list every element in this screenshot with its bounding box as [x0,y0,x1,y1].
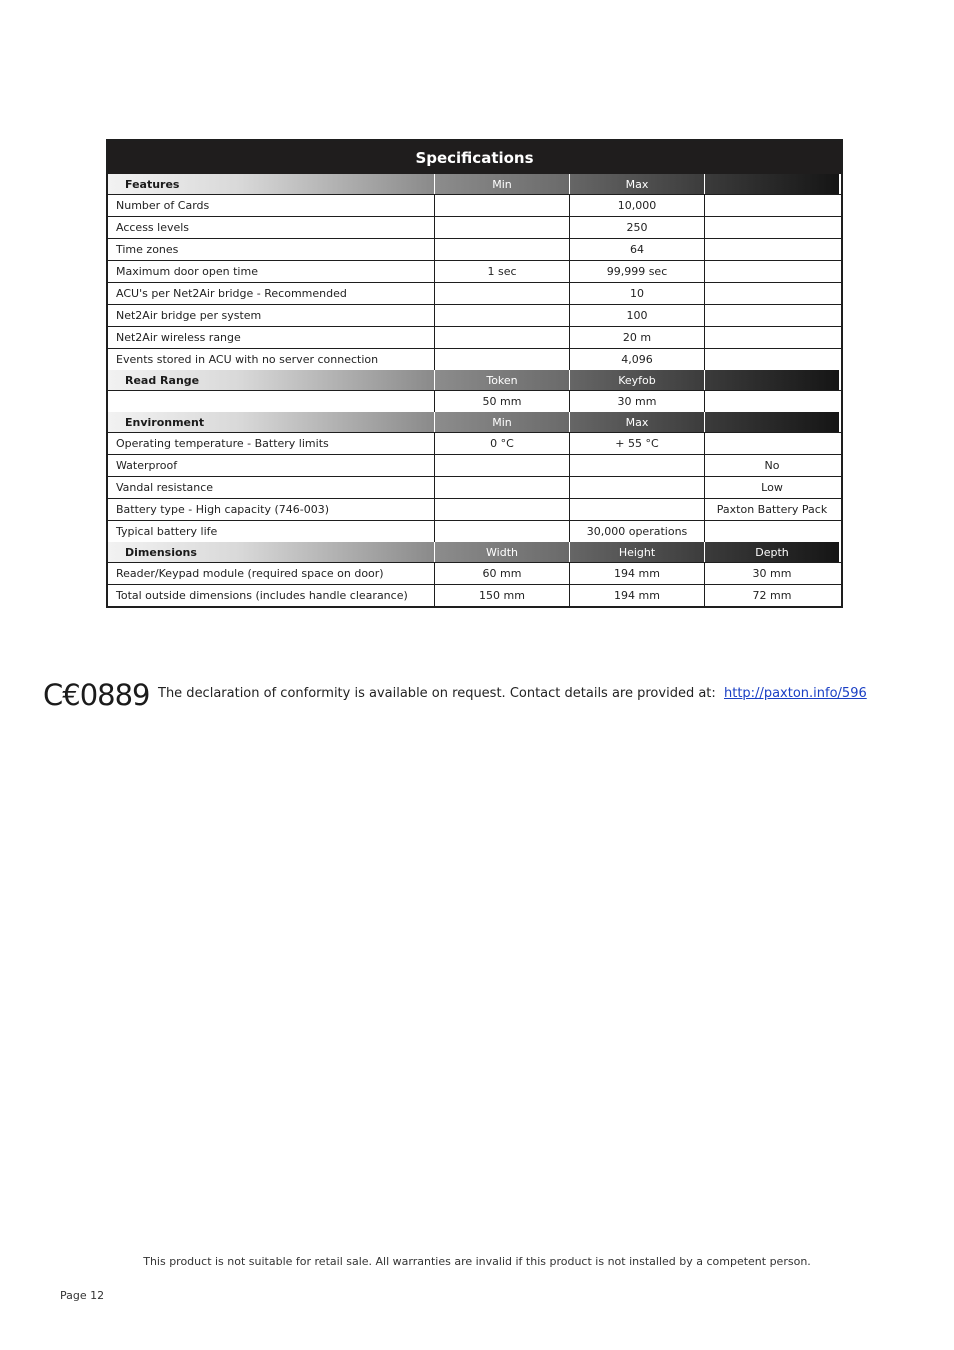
feature-label-cell: Net2Air bridge per system [116,309,262,322]
section-title-cell: Features [108,174,434,194]
section-header-row [108,370,841,390]
value-cell: 30,000 operations [569,521,704,542]
value-cell: 20 m [569,327,704,348]
feature-label-cell: Operating temperature - Battery limits [116,437,329,450]
feature-label-cell: Access levels [116,221,190,234]
feature-label-cell: Battery type - High capacity (746-003) [116,503,330,516]
value-cell [434,239,569,260]
table-row [108,432,841,454]
value-cell: Width [434,542,569,562]
feature-label-cell: Maximum door open time [116,265,258,278]
value-cell [704,195,839,216]
feature-label-cell: Waterproof [116,459,178,472]
conformity-text: The declaration of conformity is available on request. Contact details are provided at: [158,686,716,701]
value-cell: 50 mm [434,391,569,412]
value-cell [434,499,569,520]
disclaimer-text: This product is not suitable for retail sale. All warranties are invalid if this product is not installed by a competent person. [143,1255,811,1268]
value-cell [704,412,839,432]
feature-label-cell: Typical battery life [116,525,218,538]
value-cell: 250 [569,217,704,238]
section-header-row [108,412,841,432]
value-cell: No [704,455,839,476]
value-cell [434,521,569,542]
value-cell [704,433,839,454]
value-cell: + 55 °C [569,433,704,454]
specifications-body [108,174,841,606]
ce-mark-logo: C€0889 [43,678,150,712]
section-title-cell: Read Range [108,370,434,390]
value-cell [569,499,704,520]
value-cell [434,327,569,348]
table-row [108,584,841,606]
value-cell [704,349,839,370]
page-number: Page 12 [60,1289,105,1302]
table-row [108,216,841,238]
value-cell [704,174,839,194]
value-cell: 99,999 sec [569,261,704,282]
value-cell: Min [434,412,569,432]
value-cell: Depth [704,542,839,562]
value-cell [704,283,839,304]
value-cell: 194 mm [569,585,704,606]
table-row [108,520,841,542]
value-cell: 0 °C [434,433,569,454]
value-cell: 72 mm [704,585,839,606]
value-cell: 30 mm [704,563,839,584]
value-cell: 1 sec [434,261,569,282]
table-row [108,390,841,412]
value-cell [434,455,569,476]
value-cell: 100 [569,305,704,326]
table-row [108,498,841,520]
section-header-row [108,542,841,562]
table-row [108,348,841,370]
value-cell [704,327,839,348]
feature-label-cell: Time zones [116,243,179,256]
section-header-row [108,174,841,194]
value-cell: Min [434,174,569,194]
value-cell: Paxton Battery Pack [704,499,839,520]
feature-label-cell: Number of Cards [116,199,210,212]
specifications-title: Specifications [108,141,841,174]
feature-label-cell: Total outside dimensions (includes handle clearance) [116,589,408,602]
value-cell: 150 mm [434,585,569,606]
value-cell [434,477,569,498]
table-row [108,326,841,348]
section-title-cell: Dimensions [108,542,434,562]
value-cell: 30 mm [569,391,704,412]
value-cell [434,349,569,370]
table-row [108,282,841,304]
value-cell [704,391,839,412]
feature-label-cell: Net2Air wireless range [116,331,241,344]
value-cell [434,305,569,326]
value-cell [704,521,839,542]
value-cell [704,217,839,238]
value-cell [704,370,839,390]
specifications-table [106,139,843,608]
value-cell [434,283,569,304]
feature-label-cell: ACU's per Net2Air bridge - Recommended [116,287,347,300]
value-cell [434,217,569,238]
table-row [108,476,841,498]
value-cell: Token [434,370,569,390]
value-cell: Keyfob [569,370,704,390]
table-row [108,454,841,476]
value-cell: Low [704,477,839,498]
value-cell [569,477,704,498]
conformity-link[interactable]: http://paxton.info/596 [724,686,867,701]
table-row [108,304,841,326]
table-row [108,562,841,584]
value-cell: Max [569,174,704,194]
value-cell: 60 mm [434,563,569,584]
feature-label-cell: Events stored in ACU with no server connection [116,353,379,366]
value-cell [569,455,704,476]
table-row [108,260,841,282]
feature-label-cell [108,391,434,412]
value-cell: 194 mm [569,563,704,584]
value-cell [704,239,839,260]
feature-label-cell: Vandal resistance [116,481,214,494]
value-cell: Max [569,412,704,432]
value-cell [704,261,839,282]
value-cell [704,305,839,326]
value-cell [434,195,569,216]
value-cell: Height [569,542,704,562]
table-row [108,238,841,260]
table-row [108,194,841,216]
value-cell: 64 [569,239,704,260]
value-cell: 4,096 [569,349,704,370]
value-cell: 10 [569,283,704,304]
value-cell: 10,000 [569,195,704,216]
feature-label-cell: Reader/Keypad module (required space on door) [116,567,384,580]
section-title-cell: Environment [108,412,434,432]
